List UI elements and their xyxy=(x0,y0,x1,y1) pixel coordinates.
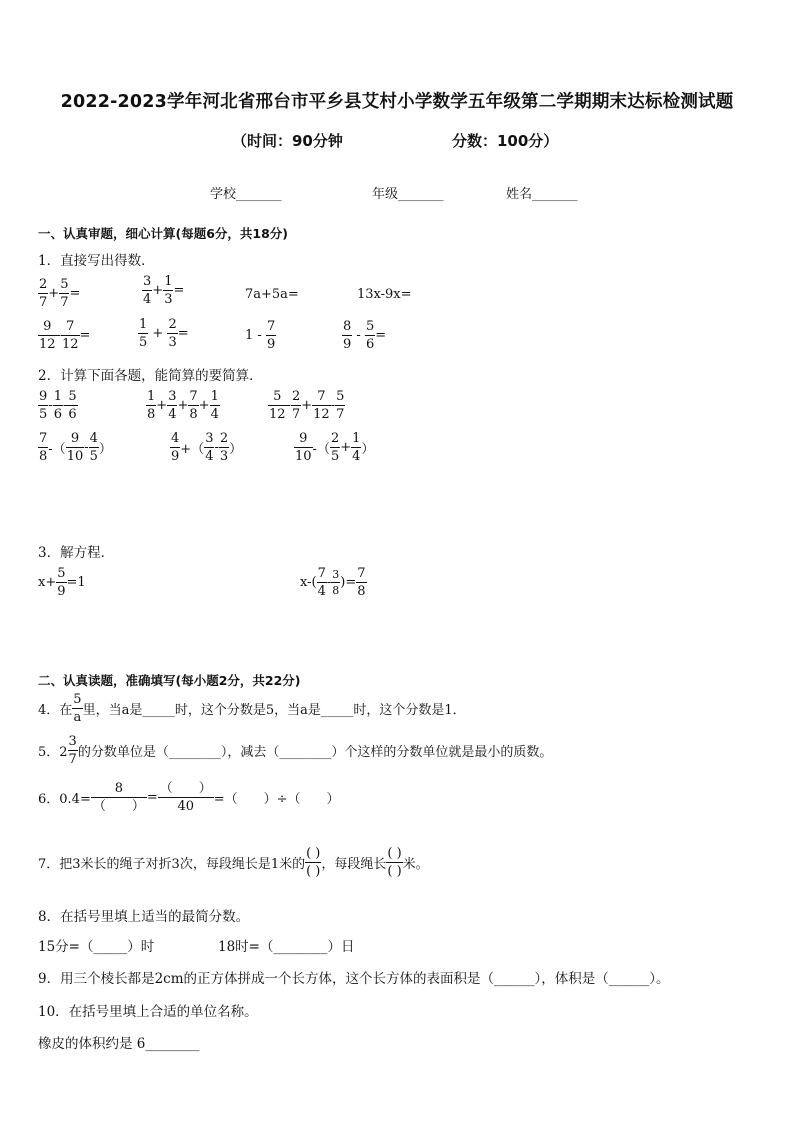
q3-eq-2: x-( $\frac{7}{4}$ - $\frac{3}{8}$ )= $\frac{7}{8}$ xyxy=(300,566,366,599)
q2-prompt: 2．计算下面各题，能简算的要简算． xyxy=(38,368,263,384)
q1-prompt: 1．直接写出得数． xyxy=(38,253,155,269)
q8-prompt: 8．在括号里填上适当的最简分数。 xyxy=(38,909,250,925)
page-title: 2022-2023学年河北省邢台市平乡县艾村小学数学五年级第二学期期末达标检测试题 xyxy=(60,92,734,112)
q2-expr-1: $\frac{9}{5}$ - $\frac{1}{6}$ - $\frac{5}{6}$ xyxy=(39,389,77,422)
q7: 7．把3米长的绳子对折3次，每段绳长是1米的 ( ) ( ) ，每段绳长 ( ) ( ) 米。 xyxy=(38,846,429,879)
q1-expr-4: 13x-9x= xyxy=(357,287,412,302)
q6: 6．0.4= 8 （ ） = （ ） 40 =（ ）÷（ ） xyxy=(38,781,340,814)
q2-expr-2: $\frac{1}{8}$ + $\frac{3}{4}$ + $\frac{7}{8}$ + $\frac{1}{4}$ xyxy=(147,389,219,422)
q2-expr-6: $\frac{9}{10}$ -（ $\frac{2}{5}$ + $\frac{1}{4}$ ） xyxy=(295,431,375,464)
q10-item-1: 橡皮的体积约是 6________ xyxy=(38,1036,200,1052)
q4: 4．在 $\frac{5}{a}$ 里，当a是_____时，这个分数是5，当a是_____时，这个分数是1． xyxy=(38,692,466,725)
q10-prompt: 10．在括号里填上合适的单位名称。 xyxy=(38,1004,258,1020)
q2-expr-3: $\frac{5}{12}$ - $\frac{2}{7}$ + $\frac{7}{12}$ - $\frac{5}{7}$ xyxy=(269,389,345,422)
q3-eq-1: x+ $\frac{5}{9}$ =1 xyxy=(38,566,86,599)
name-field[interactable]: 姓名_______ xyxy=(506,187,578,202)
q5: 5．2 $\frac{3}{7}$ 的分数单位是（________），减去（________）个这样的分数单位就是最小的质数。 xyxy=(38,734,553,767)
q1-expr-6: $\frac{1}{5}$ + $\frac{2}{3}$ = xyxy=(139,317,189,350)
exam-score: 分数：100分） xyxy=(452,132,559,150)
q2-expr-4: $\frac{7}{8}$ -（ $\frac{9}{10}$ - $\frac{4}{5}$ ） xyxy=(39,431,112,464)
school-field[interactable]: 学校_______ xyxy=(210,187,282,202)
q1-expr-3: 7a+5a= xyxy=(245,287,299,302)
section2-heading: 二、认真读题，准确填写(每小题2分，共22分) xyxy=(38,673,301,688)
exam-time: （时间：90分钟 xyxy=(232,132,343,150)
section1-heading: 一、认真审题，细心计算(每题6分，共18分) xyxy=(38,226,289,241)
q8-item-1: 15分=（_____）时 xyxy=(38,939,155,955)
q1-expr-7: 1 - $\frac{7}{9}$ xyxy=(245,319,276,352)
q2-expr-5: $\frac{4}{9}$ +（ $\frac{3}{4}$ - $\frac{2}{3}$ ） xyxy=(171,431,243,464)
q3-prompt: 3．解方程． xyxy=(38,545,115,561)
q1-expr-1: $\frac{2}{7}$ + $\frac{5}{7}$ = xyxy=(39,277,81,310)
q1-expr-2: $\frac{3}{4}$ + $\frac{1}{3}$ = xyxy=(143,274,185,307)
grade-field[interactable]: 年级_______ xyxy=(372,187,444,202)
q1-expr-5: $\frac{9}{12}$ - $\frac{7}{12}$ = xyxy=(39,319,91,352)
q9: 9．用三个棱长都是2cm的正方体拼成一个长方体，这个长方体的表面积是（______），体积是（______）。 xyxy=(38,971,670,987)
q1-expr-8: $\frac{8}{9}$ - $\frac{5}{6}$ = xyxy=(343,319,387,352)
q8-item-2: 18时=（________）日 xyxy=(218,939,355,955)
